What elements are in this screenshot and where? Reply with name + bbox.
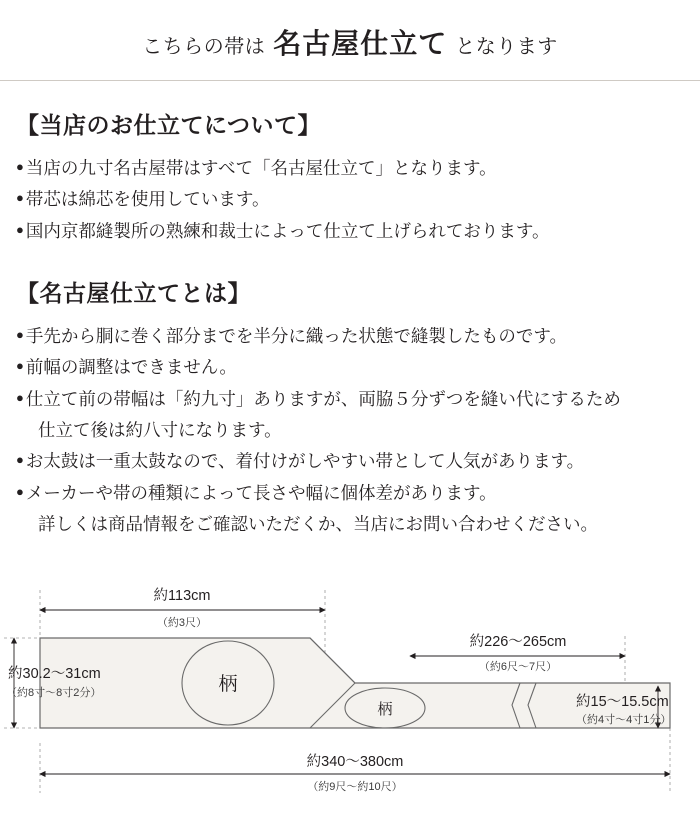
pattern-label-small: 柄 [377,702,393,719]
page-header [0,0,700,81]
list-item [16,447,684,475]
bullet-icon: ● [16,159,24,174]
dim-right-sub: （約6尺〜7尺） [478,661,558,674]
bullet-list [16,322,684,538]
dim-narrow-main: 約15〜15.5cm [576,694,669,711]
bullet-icon: ● [16,190,24,206]
list-item-text: 当店の九寸名古屋帯はすべて「名古屋仕立て」となります。 [25,158,497,178]
header-emphasis: 名古屋仕立て [273,29,448,60]
dim-bottom-main: 約340〜380cm [306,754,404,771]
content-body [0,81,700,538]
list-item-text: メーカーや帯の種類によって長さや幅に個体差があります。 [25,482,497,503]
list-item-text: 帯芯は綿芯を使用しています。 [25,189,270,210]
bullet-icon: ● [16,452,24,468]
list-item-continuation: 仕立て後は約八寸になります。 [38,420,282,441]
list-item [16,185,684,213]
list-item-text: お太鼓は一重太鼓なので、着付けがしやすい帯として人気があります。 [25,451,585,472]
dim-top-main: 約113cm [153,588,211,605]
section-title: 【名古屋仕立てとは】 [16,281,251,307]
list-item [16,217,684,245]
dim-left-main: 約30.2〜31cm [8,666,101,683]
dim-bottom-sub: （約9尺〜約10尺） [307,781,403,794]
section-title: 【当店のお仕立てについて】 [16,113,322,138]
list-item [16,479,684,507]
header-prefix: こちらの帯は [142,36,266,58]
bullet-list [16,154,684,245]
list-item-text: 前幅の調整はできません。 [25,357,237,378]
pattern-label-large: 柄 [218,674,238,696]
list-item [16,322,684,350]
bullet-icon: ● [16,358,24,374]
obi-dimension-diagram [0,568,700,828]
dim-right-main: 約226〜265cm [469,634,567,651]
list-item-continuation: 詳しくは商品情報をご確認いただくか、当店にお問い合わせください。 [38,514,598,535]
list-item-text: 仕立て前の帯幅は「約九寸」ありますが、両脇５分ずつを縫い代にするため [25,388,621,409]
section-what-is-nagoya-tailoring [16,275,684,538]
dim-narrow-sub: （約4寸〜4寸1分） [576,714,672,727]
dim-top-sub: （約3尺） [156,617,208,630]
list-item-text: 国内京都縫製所の熟練和裁士によって仕立て上げられております。 [25,220,550,241]
list-item [16,385,684,413]
header-suffix: となります [455,36,558,58]
list-item [16,353,684,381]
section-about-our-tailoring [16,107,684,245]
dim-left-sub: （約8寸〜8寸2分） [6,687,102,700]
list-item-text: 手先から胴に巻く部分までを半分に織った状態で縫製したものです。 [25,326,567,347]
bullet-icon: ● [16,483,24,499]
bullet-icon: ● [16,221,24,237]
bullet-icon: ● [16,389,24,405]
header-title-line [142,22,558,62]
list-item [16,154,684,182]
bullet-icon: ● [16,327,24,343]
